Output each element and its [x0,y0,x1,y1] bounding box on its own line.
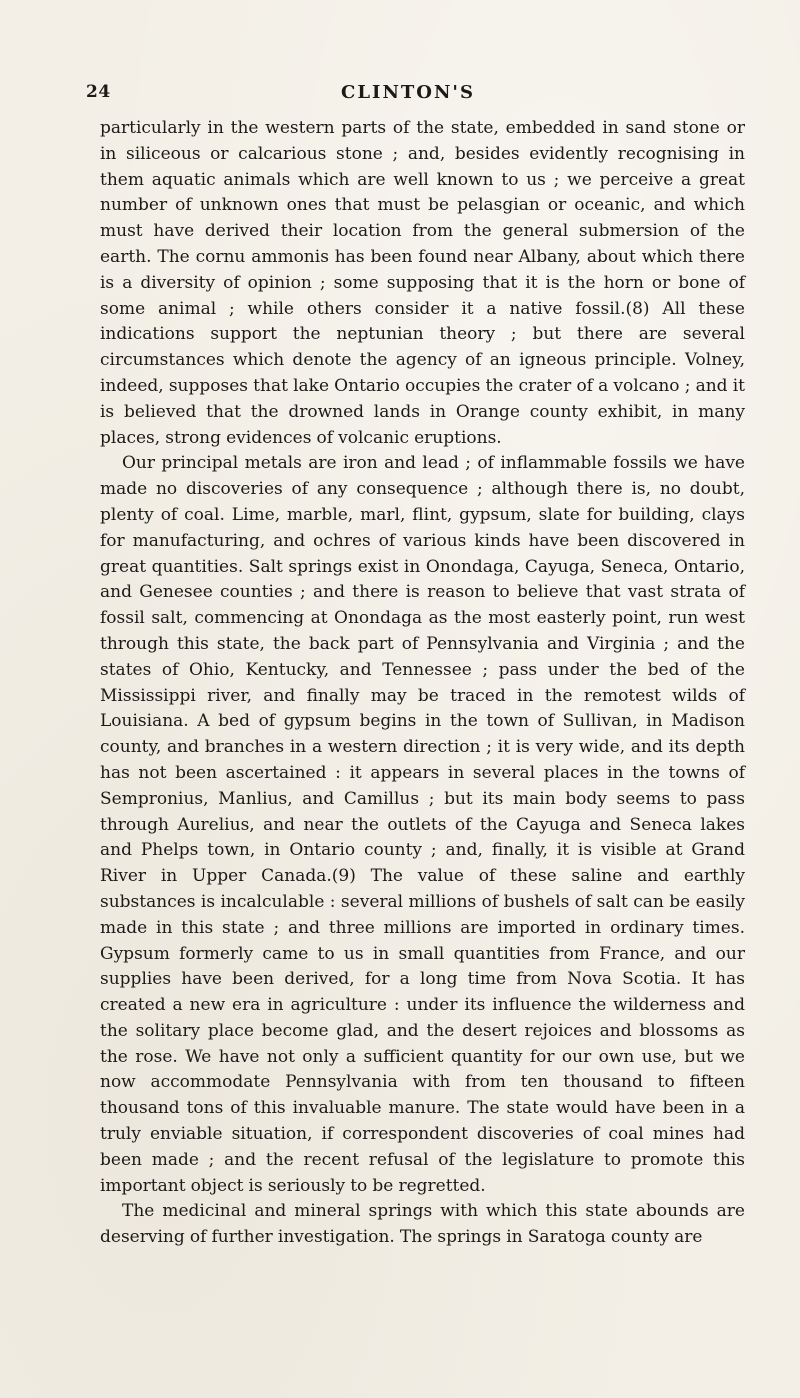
paragraph-3: The medicinal and mineral springs with which this state abounds are deserving of further investigation. The springs in Saratoga county are [100,1201,745,1248]
page-number: 24 [86,82,111,102]
body-text [100,116,745,1251]
running-head: CLINTON'S [341,82,475,103]
paragraph-2: Our principal metals are iron and lead ; of inflammable fossils we have made no discoveries of any consequence ; although there is, no doubt, plenty of coal. Lime, marble, marl, flint, gypsum, slate for building, clays for manufacturing, and ochres of various kinds have been discovered in great quantities. Salt springs exist in Onondaga, Cayuga, Seneca, Ontario, and Genesee counties ; and there is reason to believe that vast strata of fossil salt, commencing at Onondaga as the most easterly point, run west through this state, the back part of Pennsylvania and Virginia ; and the states of Ohio, Kentucky, and Tennessee ; pass under the bed of the Mississippi river, and finally may be traced in the remotest wilds of Louisiana. A bed of gypsum begins in the town of Sullivan, in Madison county, and branches in a western direction ; it is very wide, and its depth has not been ascertained : it appears in several places in the towns of Sempronius, Manlius, and Camillus ; but its main body seems to pass through Aurelius, and near the outlets of the Cayuga and Seneca lakes and Phelps town, in Ontario county ; and, finally, it is visible at Grand River in Upper Canada.(9) The value of these saline and earthly substances is incalculable : several millions of bushels of salt can be easily made in this state ; and three millions are imported in ordinary times. Gypsum formerly came to us in small quantities from France, and our supplies have been derived, for a long time from Nova Scotia. It has created a new era in agriculture : under its influence the wilderness and the solitary place become glad, and the desert rejoices and blossoms as the rose. We have not only a sufficient quantity for our own use, but we now accommodate Pennsylvania with from ten thousand to fifteen thousand tons of this invaluable manure. The state would have been in a truly enviable situation, if correspondent discoveries of coal mines had been made ; and the recent refusal of the legislature to promote this important object is seriously to be regretted. [100,453,745,1196]
paragraph-1: particularly in the western parts of the state, embedded in sand stone or in siliceous or calcarious stone ; and, besides evidently recognising in them aquatic animals which are well known to us ; we perceive a great number of unknown ones that must be pelasgian or oceanic, and which must have derived their location from the general submersion of the earth. The cornu ammonis has been found near Albany, about which there is a diversity of opinion ; some supposing that it is the horn or bone of some animal ; while others consider it a native fossil.(8) All these indications support the neptunian theory ; but there are several circumstances which denote the agency of an igneous principle. Volney, indeed, supposes that lake Ontario occupies the crater of a volcano ; and it is believed that the drowned lands in Orange county exhibit, in many places, strong evidences of volcanic eruptions. [100,118,745,448]
page-header [86,82,730,110]
